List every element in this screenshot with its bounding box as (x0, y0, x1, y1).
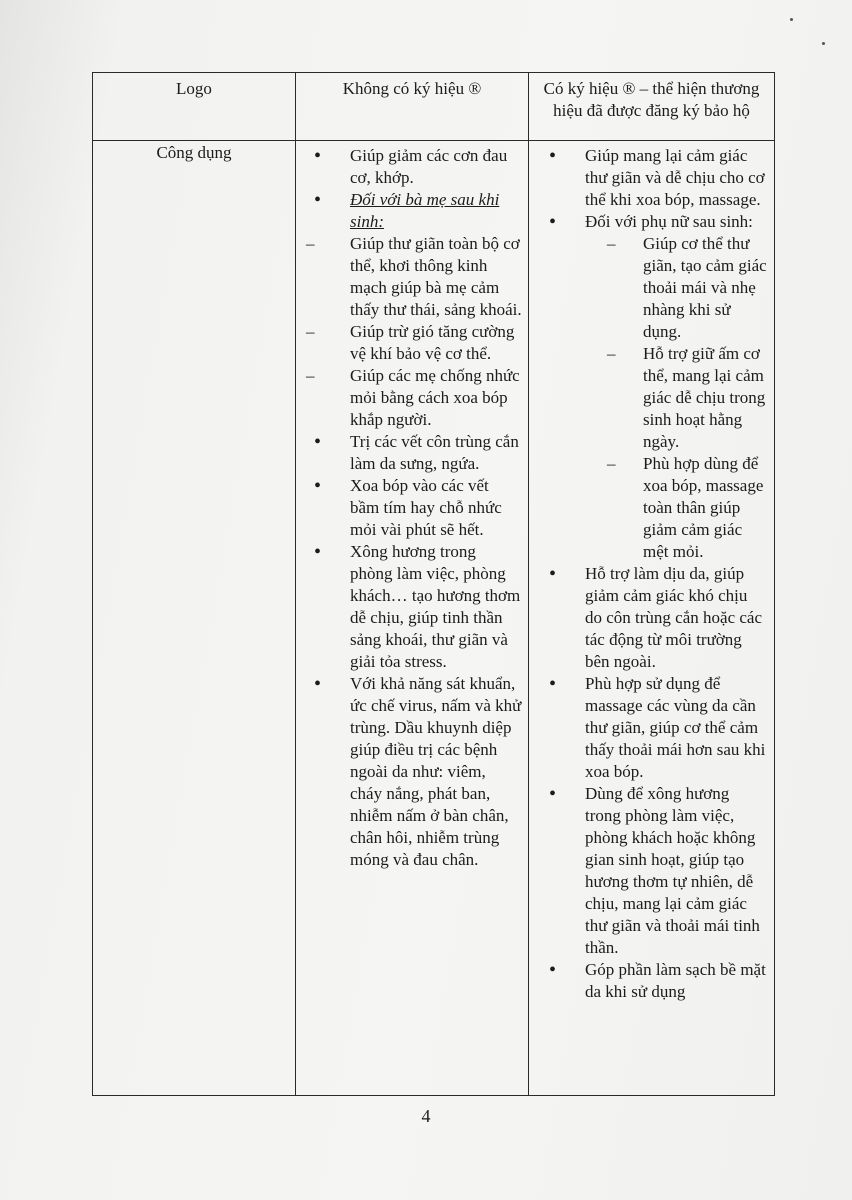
item-text: Xông hương trong phòng làm việc, phòng khách… tạo hương thơm dễ chịu, giúp tinh thần sảng khoái, thư giãn và giải tỏa stress. (350, 542, 521, 671)
sub-dash-item (537, 233, 768, 343)
comparison-table (92, 72, 775, 1096)
col-with-trademark-cell (529, 141, 775, 1096)
sub-dash-item (537, 343, 768, 453)
item-text: Đối với phụ nữ sau sinh: (585, 212, 753, 231)
dash-item (302, 233, 522, 321)
table-header-row (93, 73, 775, 141)
bullet-item (302, 673, 522, 871)
item-text: Phù hợp sử dụng để massage các vùng da cần thư giãn, giúp cơ thể cảm thấy thoải mái hơn sau khi xoa bóp. (585, 674, 766, 781)
item-text: Với khả năng sát khuẩn, ức chế virus, nấm và khử trùng. Dầu khuynh diệp giúp điều trị các bệnh ngoài da như: viêm, cháy nắng, phát ban, nhiễm nấm ở bàn chân, chân hôi, nhiễm trùng móng và đau chân. (350, 674, 522, 869)
item-text: Trị các vết côn trùng cắn làm da sưng, ngứa. (350, 432, 519, 473)
item-text: Giúp giảm các cơn đau cơ, khớp. (350, 146, 508, 187)
bullet-item (537, 959, 768, 1003)
col-without-trademark-cell (296, 141, 529, 1096)
bullet-item (302, 541, 522, 673)
usage-list-without-trademark (302, 145, 522, 871)
item-text: Góp phần làm sạch bề mặt da khi sử dụng (585, 960, 766, 1001)
bullet-item (537, 145, 768, 211)
item-text: Giúp cơ thể thư giãn, tạo cảm giác thoải mái và nhẹ nhàng khi sử dụng. (643, 234, 767, 341)
bullet-item (302, 475, 522, 541)
header-logo: Logo (93, 73, 296, 141)
item-text: Giúp thư giãn toàn bộ cơ thể, khơi thông kinh mạch giúp bà mẹ cảm thấy thư thái, sảng khoái. (350, 234, 522, 319)
table-row-usage (93, 141, 775, 1096)
item-text: Giúp trừ gió tăng cường vệ khí bảo vệ cơ thể. (350, 322, 515, 363)
row-label-usage: Công dụng (93, 141, 296, 1096)
page-number: 4 (421, 1106, 431, 1126)
item-text: Giúp các mẹ chống nhức mỏi bằng cách xoa bóp khắp người. (350, 366, 520, 429)
paper-speck (822, 42, 825, 45)
paper-speck (790, 18, 793, 21)
bullet-item (537, 211, 768, 233)
sub-dash-item (537, 453, 768, 563)
item-text: Hỗ trợ làm dịu da, giúp giảm cảm giác khó chịu do côn trùng cắn hoặc các tác động từ môi trường bên ngoài. (585, 564, 762, 671)
item-text: Dùng để xông hương trong phòng làm việc, phòng khách hoặc không gian sinh hoạt, giúp tạo hương thơm tự nhiên, dễ chịu, mang lại cảm giác thư giãn và thoải mái tinh thần. (585, 784, 760, 957)
bullet-item (537, 783, 768, 959)
header-with-trademark: Có ký hiệu ® – thể hiện thương hiệu đã được đăng ký bảo hộ (529, 73, 775, 141)
bullet-item (302, 145, 522, 189)
bullet-item (537, 563, 768, 673)
bullet-heading-item (302, 189, 522, 233)
header-without-trademark: Không có ký hiệu ® (296, 73, 529, 141)
bullet-item (302, 431, 522, 475)
item-text: Đối với bà mẹ sau khi sinh: (350, 190, 500, 231)
item-text: Giúp mang lại cảm giác thư giãn và dễ chịu cho cơ thể khi xoa bóp, massage. (585, 146, 765, 209)
bullet-item (537, 673, 768, 783)
item-text: Xoa bóp vào các vết bầm tím hay chỗ nhức mỏi vài phút sẽ hết. (350, 476, 502, 539)
dash-item (302, 321, 522, 365)
usage-list-with-trademark (537, 145, 768, 1003)
item-text: Phù hợp dùng để xoa bóp, massage toàn thân giúp giảm cảm giác mệt mỏi. (643, 454, 764, 561)
item-text: Hỗ trợ giữ ấm cơ thể, mang lại cảm giác dễ chịu trong sinh hoạt hằng ngày. (643, 344, 766, 451)
dash-item (302, 365, 522, 431)
